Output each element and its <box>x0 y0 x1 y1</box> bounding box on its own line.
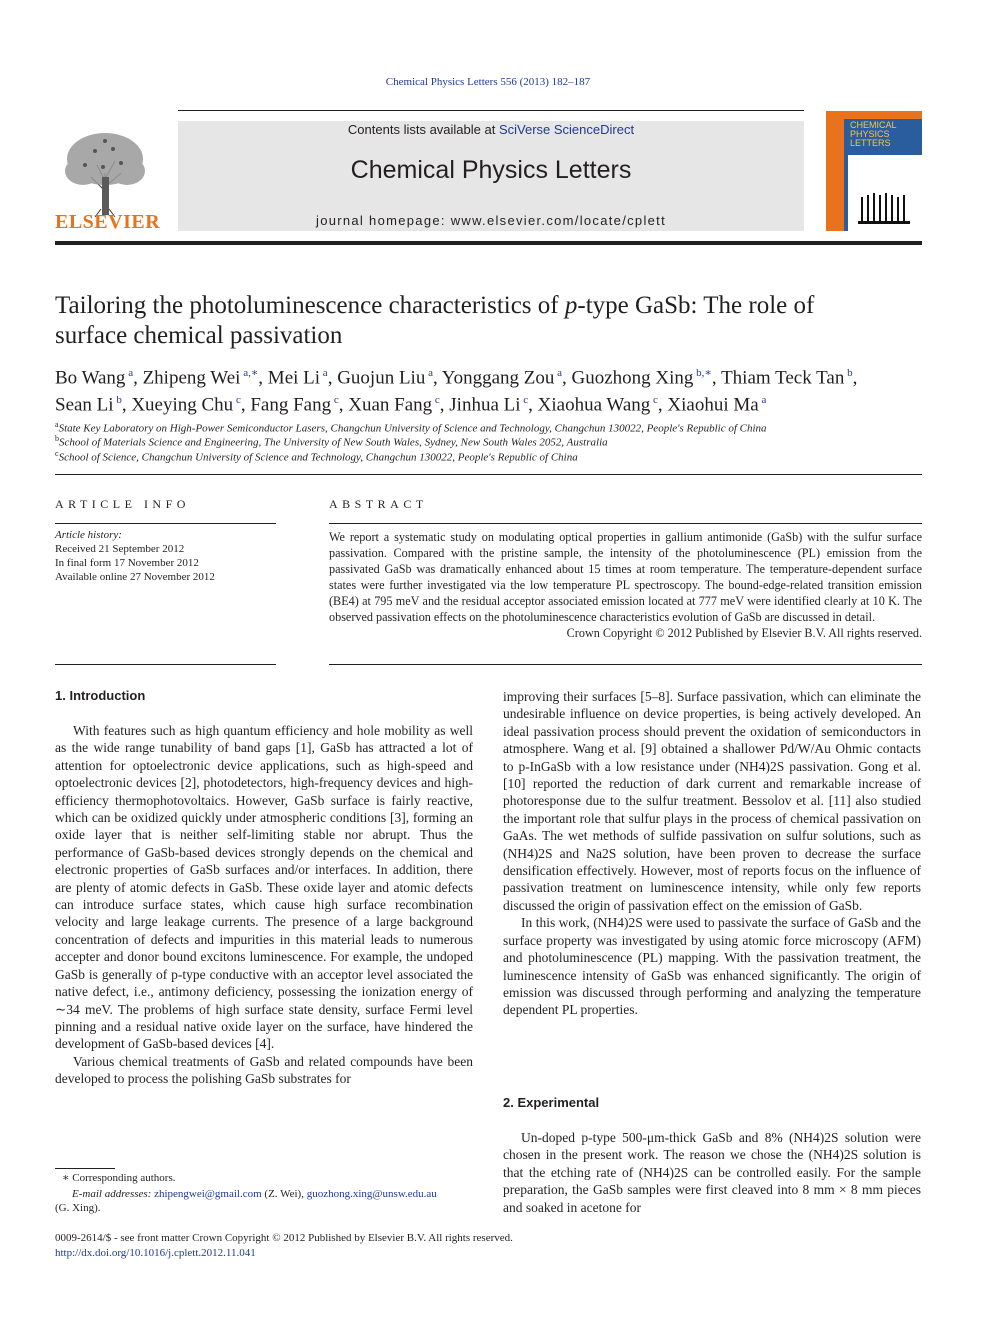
abstract-heading: ABSTRACT <box>329 497 428 511</box>
abstract-text: We report a systematic study on modulating optical properties in gallium antimonide (GaSb) with the sulfur surface passivation. Compared with the pristine sample, the intensity of the photoluminescence (PL) emission from the passivated GaSb was dramatically enhanced about 15 times at room temperature. The temperature-dependent surface states were further investigated via the low temperature PL spectroscopy. The bound-edge-related transition emission (BE4) at 795 meV and the residual acceptor associated emission located at 777 meV were identified clearly at 10 K. The observed passivation effects on the photoluminescence characteristics evolution of GaSb are discussed in detail. Crown Copyright © 2012 Published by Elsevier B.V. All rights reserved. <box>329 530 922 640</box>
author-affiliation-mark[interactable]: c <box>520 394 529 407</box>
body-column-left <box>55 722 473 1088</box>
journal-homepage[interactable]: journal homepage: www.elsevier.com/locate/cplett <box>316 213 666 228</box>
footnote-divider <box>55 1168 115 1169</box>
paragraph: Un-doped p-type 500-μm-thick GaSb and 8% (NH4)2S solution were chosen in the present work. The reason we chose the (NH4)2S solution is that the etching rate of (NH4)2S can be controlled easily. For the sample preparation, the GaSb samples were first cleaved into 8 mm × 8 mm pieces and soaked in acetone for <box>503 1130 921 1215</box>
email-link[interactable]: zhipengwei@gmail.com <box>154 1188 262 1200</box>
author-line: Sean Li $^b$, Xueying Chu $^c$, Fang Fang $^c$, Xuan Fang $^c$, Jinhua Li $^c$, Xiaohua Wang $^c$, Xiaohui Ma $^a$ <box>55 394 767 416</box>
info-divider <box>55 664 276 665</box>
email-link[interactable]: guozhong.xing@unsw.edu.au <box>306 1188 437 1200</box>
author-list <box>55 362 935 417</box>
author-name: Xuan Fang <box>348 394 433 416</box>
author-name: Thiam Teck Tan <box>721 367 845 389</box>
article-info-heading: ARTICLE INFO <box>55 497 190 511</box>
author-name: Sean Li <box>55 394 114 416</box>
article-title: Tailoring the photoluminescence characteristics of p-type GaSb: The role of surface chemical passivation <box>55 292 815 349</box>
author-affiliation-mark[interactable]: c <box>331 394 339 407</box>
body-column-right <box>503 688 921 1019</box>
author-affiliation-mark[interactable]: a <box>425 367 433 379</box>
section-heading: 2. Experimental <box>503 1095 600 1110</box>
author-name: Xiaohui Ma <box>667 394 759 416</box>
sciencedirect-link[interactable]: SciVerse ScienceDirect <box>498 122 635 137</box>
corresponding-note: ∗ Corresponding authors. <box>62 1172 176 1184</box>
author-name: Zhipeng Wei <box>142 367 241 389</box>
cover-title-line: LETTERS <box>850 138 891 148</box>
affiliation: $^a$State Key Laboratory on High-Power Semiconductor Lasers, Changchun University of Science and Technology, Changchun 130022, People's Republic of China <box>55 420 767 435</box>
author-name: Bo Wang <box>55 367 126 389</box>
section-heading: 1. Introduction <box>55 688 146 703</box>
paragraph: With features such as high quantum efficiency and hole mobility as well as the wide range tunability of band gaps [1], GaSb has attracted a lot of attention for optoelectronic device applications, such as high-speed and optoelectronic devices [2], photodetectors, high-frequency devices and high-efficiency thermophotovoltaics. However, GaSb surface is fairly reactive, which can be oxidized quickly under atmospheric conditions [3], forming an oxide layer that is neither self-limiting stable nor abrupt. Thus the performance of GaSb-based devices strongly depends on the chemical and electronic properties of GaSb surfaces and/or interfaces. In addition, there are plenty of atomic defects in GaSb. These oxide layer and atomic defects can introduce surface states, which cause high surface recombination velocity and large leakage currents. The presence of a large background concentration of defects and impurities in this material leads to numerous accepter and donor bound excitons luminescence. For example, the undoped GaSb is generally of p-type conductive with an acceptor level associated the native defect, i.e., antimony deficiency, possessing the ionization energy of ∼34 meV. The problems of high surface state density, surface Fermi level pinning and a residual native oxide layer on the surface, have hindered the development of GaSb-based devices [4]. <box>55 723 473 1052</box>
author-name: Mei Li <box>267 367 321 389</box>
author-name: Xiaohua Wang <box>537 394 651 416</box>
paragraph: improving their surfaces [5–8]. Surface passivation, which can eliminate the undesirable influence on device properties, is being actively developed. An ideal passivation process should prevent the oxidation of semiconductors in atmosphere. Wang et al. [9] obtained a shallower Pd/W/Au Ohmic contacts to p-InGaSb with a low resistance under (NH4)2S passivation. Gong et al. [10] reported the reduction of dark current and remarkable increase of photoresponse due to the sulfur treatment. Bessolov et al. [11] also studied the important role that sulfur plays in the process of chemical passivation on GaAs. The wet methods of sulfide passivation on sulfur solutions, such as (NH4)2S and Na2S solution, have been proven to decrease the surface densification effectively. However, most of reports focus on the influence of passivation treatment on luminescence intensity, while only few reports discussed the origin of passivation effect on the emission of GaSb. <box>503 689 921 913</box>
author-name: Yonggang Zou <box>441 367 555 389</box>
author-affiliation-mark[interactable]: a <box>125 367 134 379</box>
email-note: E-mail addresses: zhipengwei@gmail.com (Z. Wei), guozhong.xing@unsw.edu.au <box>72 1188 437 1200</box>
info-divider <box>55 523 276 524</box>
header-thick-rule <box>55 241 922 245</box>
author-name: Xueying Chu <box>131 394 234 416</box>
author-affiliation-mark[interactable]: b <box>113 394 122 407</box>
affiliation: $^c$School of Science, Changchun University of Science and Technology, Changchun 130022, People's Republic of China <box>55 449 578 464</box>
cover-image <box>848 155 922 231</box>
author-affiliation-mark[interactable]: a <box>554 367 563 379</box>
author-name: Guozhong Xing <box>571 367 694 389</box>
abstract-divider <box>329 523 922 524</box>
article-history: Article history: Received 21 September 2012 In final form 17 November 2012 Available online 27 November 2012 <box>55 529 215 583</box>
header-divider <box>178 110 804 111</box>
section-divider <box>55 474 922 475</box>
journal-cover <box>826 111 922 231</box>
author-affiliation-mark[interactable]: b,∗ <box>693 367 712 379</box>
journal-title: Chemical Physics Letters <box>350 156 632 184</box>
cover-title-line: PHYSICS <box>850 129 890 139</box>
author-name: Fang Fang <box>250 394 332 416</box>
cover-title-line: CHEMICAL <box>850 120 897 130</box>
author-affiliation-mark[interactable]: c <box>650 394 658 407</box>
elsevier-logo <box>55 121 161 233</box>
author-affiliation-mark[interactable]: a,∗ <box>240 367 259 379</box>
email-note-name: (G. Xing). <box>55 1202 101 1214</box>
author-affiliation-mark[interactable]: a <box>320 367 328 379</box>
journal-citation[interactable]: Chemical Physics Letters 556 (2013) 182–187 <box>385 76 591 88</box>
author-affiliation-mark[interactable]: c <box>432 394 440 407</box>
copyright-line: Crown Copyright © 2012 Published by Elsevier B.V. All rights reserved. <box>566 626 922 640</box>
author-name: Jinhua Li <box>449 394 521 416</box>
doi-link[interactable]: http://dx.doi.org/10.1016/j.cplett.2012.11.041 <box>55 1247 256 1259</box>
author-name: Guojun Liu <box>337 367 426 389</box>
paragraph: In this work, (NH4)2S were used to passivate the surface of GaSb and the surface property was investigated by using atomic force microscopy (AFM) and photoluminescence (PL) mapping. With the passivation treatment, the luminescence intensity of GaSb was enhanced significantly. The origin of emission was discussed through performing and analyzing the temperature dependent PL properties. <box>503 915 921 1018</box>
author-affiliation-mark[interactable]: c <box>233 394 241 407</box>
author-line: Bo Wang $^a$, Zhipeng Wei $^{a,∗}$, Mei Li $^a$, Guojun Liu $^a$, Yonggang Zou $^a$, Guozhong Xing $^{b,∗}$, Thiam Teck Tan $^b$, <box>55 367 858 389</box>
body-column-right-2 <box>503 1129 921 1216</box>
issn-line: 0009-2614/$ - see front matter Crown Copyright © 2012 Published by Elsevier B.V. All rights reserved. <box>55 1232 513 1244</box>
abstract-divider <box>329 664 922 665</box>
elsevier-wordmark: ELSEVIER <box>55 211 161 233</box>
author-affiliation-mark[interactable]: b <box>844 367 853 379</box>
paragraph: Various chemical treatments of GaSb and related compounds have been developed to process the polishing GaSb substrates for <box>55 1053 473 1087</box>
affiliation: $^b$School of Materials Science and Engineering, The University of New South Wales, Sydney, New South Wales 2052, Australia <box>55 434 608 449</box>
author-affiliation-mark[interactable]: a <box>758 394 767 407</box>
contents-line: Contents lists available at SciVerse ScienceDirect <box>347 122 635 137</box>
